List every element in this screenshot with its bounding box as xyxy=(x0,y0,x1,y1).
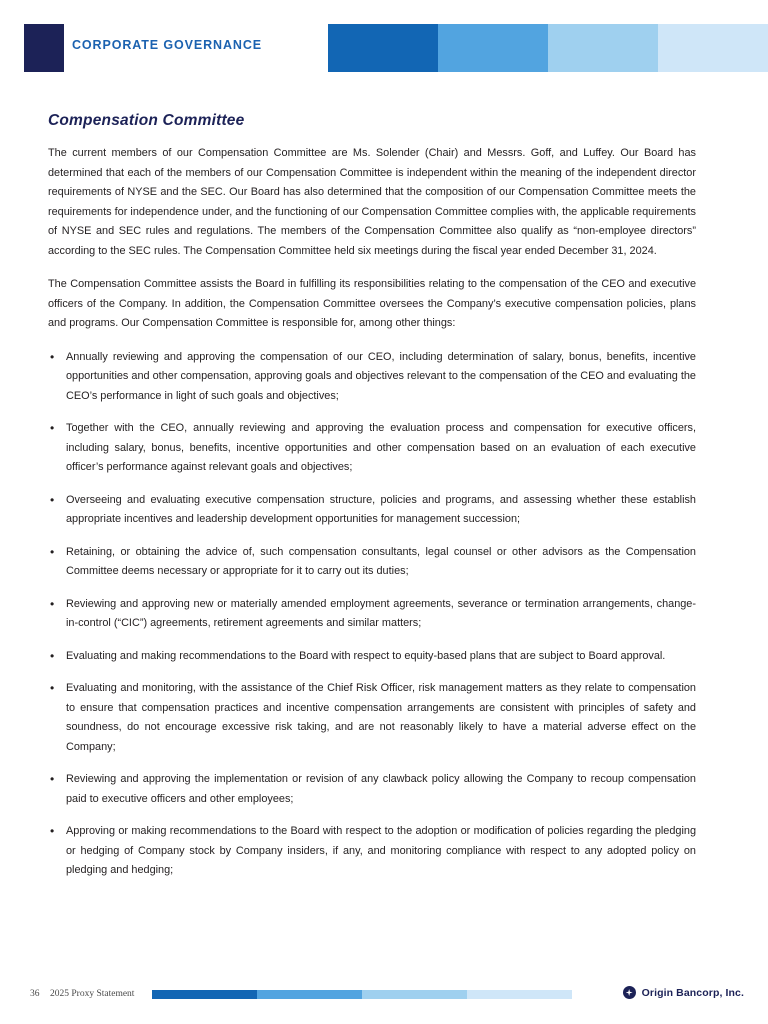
page-content xyxy=(48,112,696,894)
list-item: • Annually reviewing and approving the compensation of our CEO, including determination of salary, bonus, benefits, incentive opportunities and other compensation, approving goals and objectives relevant to the compensation of the CEO and evaluating the CEO’s performance in light of such goals and objectives; xyxy=(48,348,696,407)
list-item: • Retaining, or obtaining the advice of, such compensation consultants, legal counsel or other advisors as the Compensation Committee deems necessary or appropriate for it to carry out its duties; xyxy=(48,543,696,582)
document-name: 2025 Proxy Statement xyxy=(50,989,135,999)
paragraph: The Compensation Committee assists the Board in fulfilling its responsibilities relating to the compensation of the CEO and executive officers of the Company. In addition, the Compensation Committee oversees the Company’s executive compensation policies, plans and programs. Our Compensation Committee is responsible for, among other things: xyxy=(48,278,696,329)
footer-color-bars xyxy=(152,990,572,999)
list-item: • Together with the CEO, annually reviewing and approving the evaluation process and compensation for executive officers, including salary, bonus, benefits, incentive opportunities and other compensation based on an evaluation of each executive officer’s performance against relevant goals and objectives; xyxy=(48,419,696,478)
list-item: • Evaluating and making recommendations to the Board with respect to equity-based plans that are subject to Board approval. xyxy=(48,647,696,667)
footer-bar-4 xyxy=(467,990,572,999)
footer-bar-3 xyxy=(362,990,467,999)
brand-logo xyxy=(623,986,744,999)
list-item: • Reviewing and approving new or materially amended employment agreements, severance or termination arrangements, change-in-control (“CIC”) agreements, retirement agreements and similar matters; xyxy=(48,595,696,634)
list-item: • Evaluating and monitoring, with the assistance of the Chief Risk Officer, risk management matters as they relate to compensation to ensure that compensation practices and incentive compensation arrangements are consistent with principles of safety and soundness, do not encourage excessive risk taking, and are not reasonably likely to have a material adverse effect on the Company; xyxy=(48,679,696,757)
footer-bar-1 xyxy=(152,990,257,999)
header-accent-block xyxy=(24,24,64,72)
star-burst-icon xyxy=(623,986,636,999)
list-item: • Overseeing and evaluating executive compensation structure, policies and programs, and assessing whether these establish appropriate incentives and leadership development opportunities for management succession; xyxy=(48,491,696,530)
header-bar-2 xyxy=(438,24,548,72)
header-bar-4 xyxy=(658,24,768,72)
list-item: • Approving or making recommendations to the Board with respect to the adoption or modification of policies regarding the pledging or hedging of Company stock by Company insiders, if any, and monitoring compliance with respect to any adopted policy on pledging and hedging; xyxy=(48,822,696,881)
page-title: Compensation Committee xyxy=(48,112,245,129)
list-item: • Reviewing and approving the implementation or revision of any clawback policy allowing the Company to recoup compensation paid to executive officers and other employees; xyxy=(48,770,696,809)
paragraph: The current members of our Compensation Committee are Ms. Solender (Chair) and Messrs. Goff, and Luffey. Our Board has determined that each of the members of our Compensation Committee is independent within the meaning of the independent director requirements of NYSE and the SEC. Our Board has also determined that the composition of our Compensation Committee meets the requirements for independence under, and the functioning of our Compensation Committee complies with, the applicable requirements of NYSE and SEC rules and regulations. The members of the Compensation Committee also qualify as “non-employee directors” according to the SEC rules. The Compensation Committee held six meetings during the fiscal year ended December 31, 2024. xyxy=(48,147,696,257)
header-color-bars xyxy=(328,24,768,72)
header-section-label: CORPORATE GOVERNANCE xyxy=(72,38,263,52)
page-header xyxy=(0,24,768,72)
page-footer xyxy=(0,986,768,1006)
header-bar-3 xyxy=(548,24,658,72)
responsibilities-list xyxy=(48,348,696,881)
header-bar-1 xyxy=(328,24,438,72)
page-number: 36 xyxy=(30,989,40,999)
brand-name: Origin Bancorp, Inc. xyxy=(641,986,744,999)
footer-bar-2 xyxy=(257,990,362,999)
